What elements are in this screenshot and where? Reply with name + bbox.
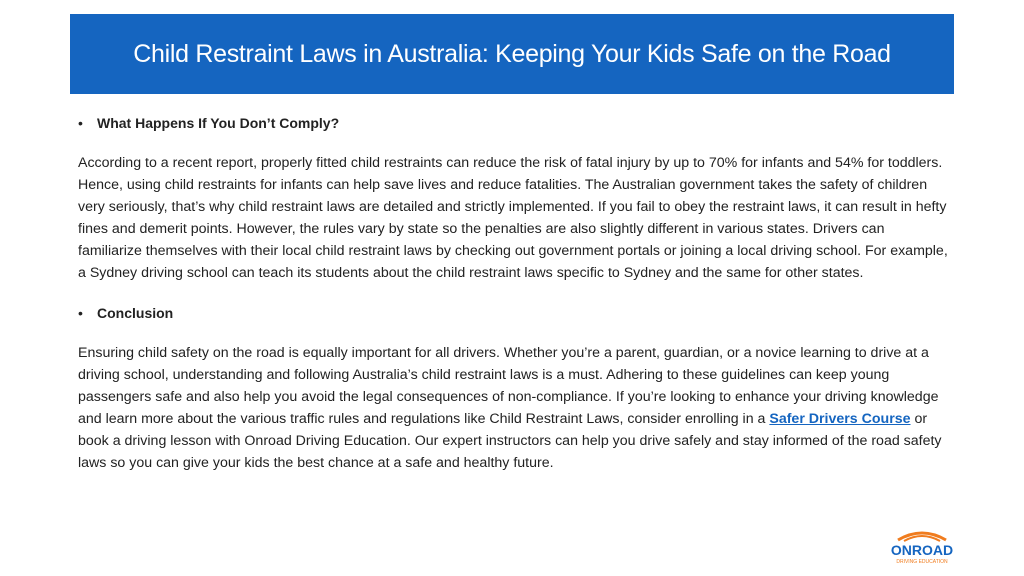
logo-arc-inner: [904, 536, 940, 541]
section-paragraph-conclusion: [78, 342, 952, 474]
safer-drivers-course-link[interactable]: Safer Drivers Course: [769, 411, 911, 427]
bullet-icon: •: [78, 115, 83, 131]
section-heading-noncompliance: [78, 112, 952, 134]
conclusion-text-after-link: or book a driving lesson with Onroad Driving Education. Our expert instructors can help you drive safely and stay informed of the road safety laws so you can give your kids the best chance at a safe and healthy future.: [78, 411, 942, 471]
page-title: Child Restraint Laws in Australia: Keeping Your Kids Safe on the Road: [133, 39, 891, 68]
onroad-logo-graphic: [884, 528, 960, 566]
section-paragraph-noncompliance: According to a recent report, properly fitted child restraints can reduce the risk of fatal injury by up to 70% for infants and 54% for toddlers. Hence, using child restraints for infants can help save lives and reduce fatalities. The Australian government takes the safety of children very seriously, that’s why child restraint laws are detailed and strictly implemented. If you fail to obey the restraint laws, it can result in hefty fines and demerit points. However, the rules vary by state so the penalties are also slightly different in various states. Drivers can familiarize themselves with their local child restraint laws by checking out government portals or joining a local driving school. For example, a Sydney driving school can teach its students about the child restraint laws specific to Sydney and the same for other states.: [78, 155, 948, 281]
conclusion-text-before-link: Ensuring child safety on the road is equally important for all drivers. Whether you’re a parent, guardian, or a novice learning to drive at a driving school, understanding and following Australia’s child restraint laws is a must. Adhering to these guidelines can keep young passengers safe and also help you avoid the legal consequences of non-compliance. If you’re looking to enhance your driving knowledge and learn more about the various traffic rules and regulations like Child Restraint Laws, consider enrolling in a: [78, 345, 939, 427]
bullet-icon: •: [78, 305, 83, 321]
logo-wordmark: ONROAD: [890, 542, 954, 558]
section-heading-text: Conclusion: [97, 305, 174, 321]
logo-tagline: DRIVING EDUCATION: [896, 559, 948, 565]
title-banner: [70, 14, 954, 94]
slide-content: [78, 112, 952, 492]
onroad-logo: [884, 528, 960, 566]
section-heading-conclusion: [78, 302, 952, 324]
section-heading-text: What Happens If You Don’t Comply?: [97, 115, 340, 131]
